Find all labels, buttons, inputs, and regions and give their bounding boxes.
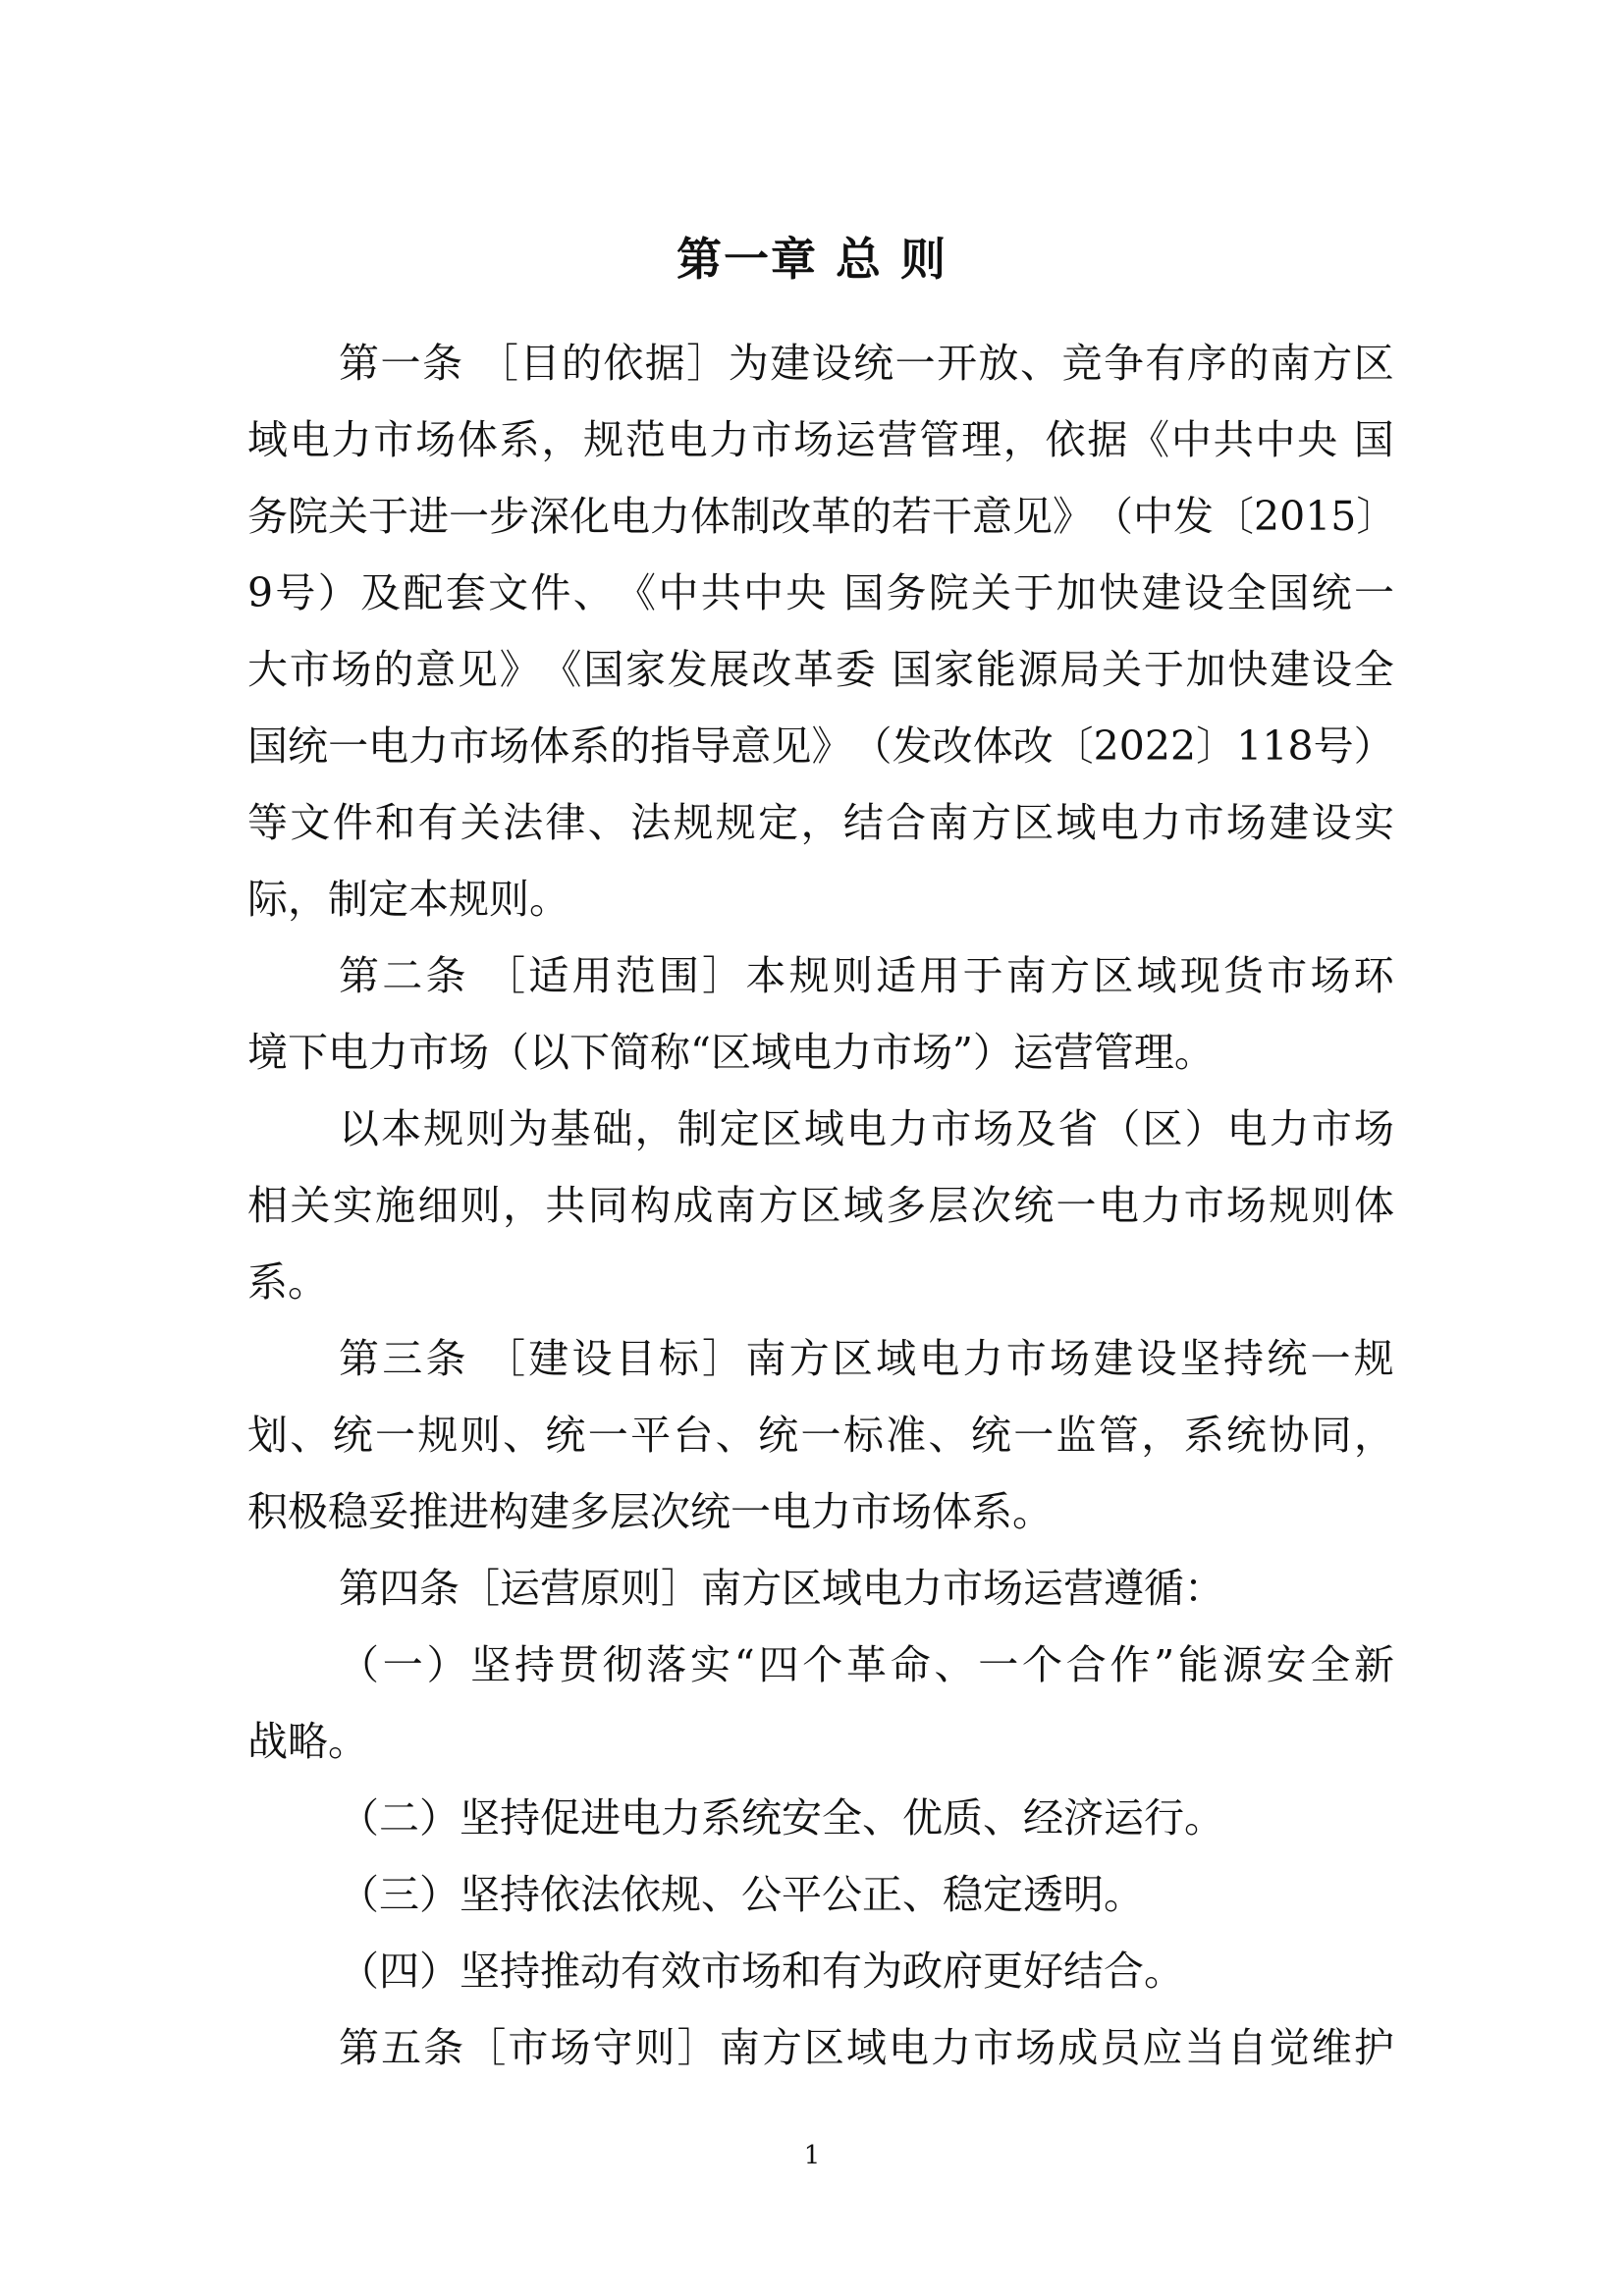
article-1-line-6: 国 统 一 电 力 市 场 体 系 的 指 导 意 见 》 （ 发 改 体 改 〔 2 0 2 2 〕 1 1 8 号 ） [247, 722, 1394, 770]
article-2-para-2-line-1: 以 本 规 则 为 基 础 ， 制 定 区 域 电 力 市 场 及 省 （ 区 ） 电 力 市 场 [339, 1105, 1394, 1152]
article-2-para-2-line-3: 系。 [247, 1258, 328, 1306]
article-1-line-2: 域 电 力 市 场 体 系 ， 规 范 电 力 市 场 运 营 管 理 ， 依 据 《 中 共 中 央 国 [247, 416, 1394, 463]
article-1-line-7: 等 文 件 和 有 关 法 律 、 法 规 规 定 ， 结 合 南 方 区 域 电 力 市 场 建 设 实 [247, 799, 1394, 846]
article-1-line-3: 务 院 关 于 进 一 步 深 化 电 力 体 制 改 革 的 若 干 意 见 》 （ 中 发 〔 2 0 1 5 〕 [247, 493, 1397, 540]
article-4-line-1: 第四条［运营原则］南方区域电力市场运营遵循： [339, 1565, 1224, 1612]
article-4-item-1-line-1: （ 一 ） 坚 持 贯 彻 落 实 “ 四 个 革 命 、 一 个 合 作 ” 能 源 安 全 新 [339, 1641, 1394, 1688]
article-1-line-5: 大 市 场 的 意 见 》 《 国 家 发 展 改 革 委 国 家 能 源 局 关 于 加 快 建 设 全 [247, 646, 1394, 693]
article-3-line-3: 积极稳妥推进构建多层次统一电力市场体系。 [247, 1488, 1053, 1535]
article-1-line-8: 际，制定本规则。 [247, 876, 569, 923]
article-5-line-1: 第 五 条 ［ 市 场 守 则 ］ 南 方 区 域 电 力 市 场 成 员 应 当 自 觉 维 护 [339, 2024, 1394, 2071]
article-4-item-3: （三）坚持依法依规、公平公正、稳定透明。 [339, 1871, 1144, 1918]
article-2-line-2: 境下电力市场（以下简称“区域电力市场”）运营管理。 [247, 1029, 1215, 1076]
article-1-line-4: 9 号 ） 及 配 套 文 件 、 《 中 共 中 央 国 务 院 关 于 加 快 建 设 全 国 统 一 [247, 569, 1394, 616]
article-4-item-1-line-2: 战略。 [247, 1718, 368, 1765]
article-3-line-2: 划 、 统 一 规 则 、 统 一 平 台 、 统 一 标 准 、 统 一 监 管 ， 系 统 协 同 ， [247, 1412, 1394, 1459]
article-2-line-1: 第 二 条 ［ 适 用 范 围 ］ 本 规 则 适 用 于 南 方 区 域 现 货 市 场 环 [339, 952, 1394, 999]
page-number: 1 [803, 2141, 821, 2170]
article-2-para-2-line-2: 相 关 实 施 细 则 ， 共 同 构 成 南 方 区 域 多 层 次 统 一 电 力 市 场 规 则 体 [247, 1182, 1394, 1229]
article-4-item-2: （二）坚持促进电力系统安全、优质、经济运行。 [339, 1794, 1224, 1842]
chapter-title: 第一章 总 则 [676, 233, 948, 286]
article-3-line-1: 第 三 条 ［ 建 设 目 标 ］ 南 方 区 域 电 力 市 场 建 设 坚 持 统 一 规 [339, 1335, 1394, 1382]
article-4-item-4: （四）坚持推动有效市场和有为政府更好结合。 [339, 1948, 1184, 1995]
article-1-line-1: 第 一 条 ［ 目 的 依 据 ］ 为 建 设 统 一 开 放 、 竞 争 有 序 的 南 方 区 [339, 340, 1394, 387]
